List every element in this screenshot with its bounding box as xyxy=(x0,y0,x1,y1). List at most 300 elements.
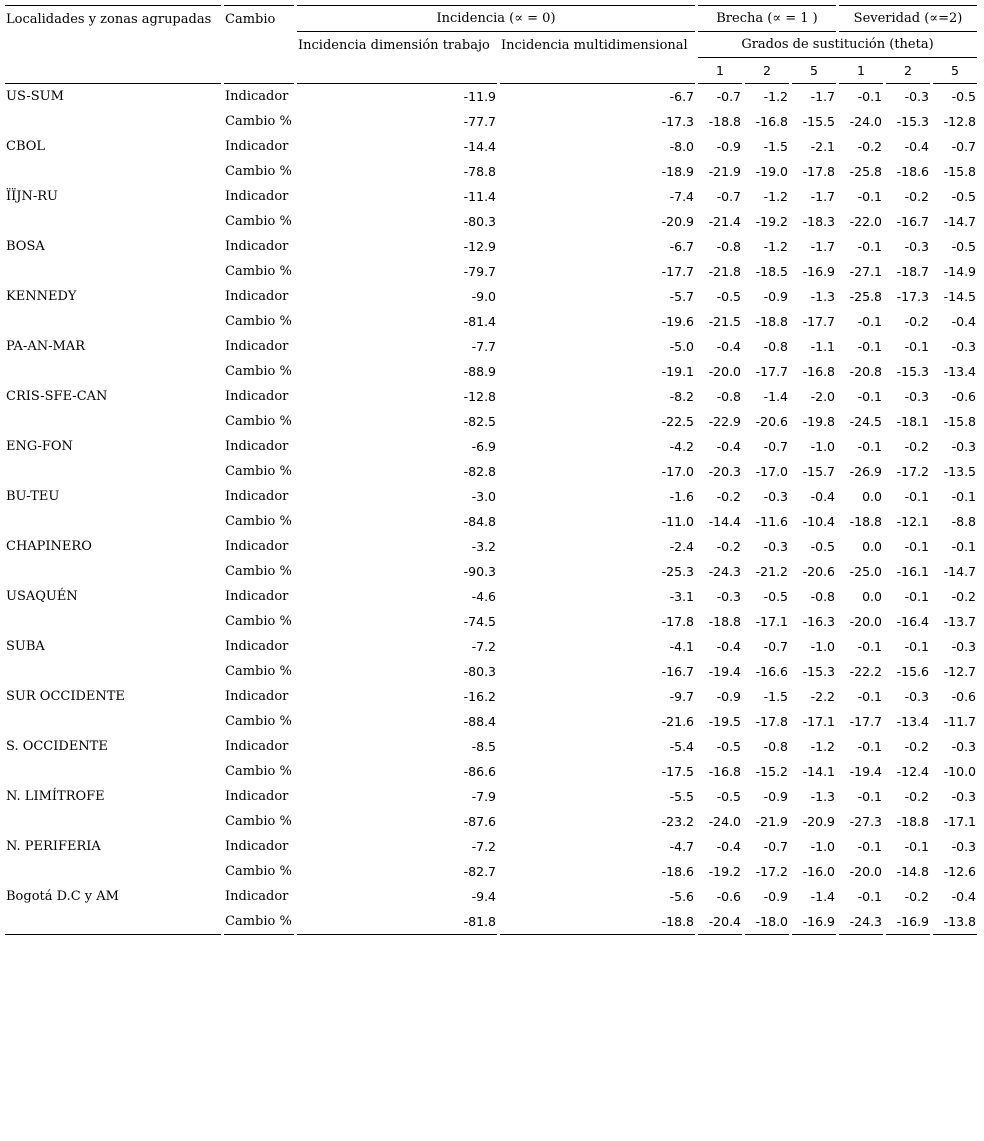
value-cell: -17.8 xyxy=(661,614,694,629)
table-header xyxy=(5,5,977,84)
change-type-label: Cambio % xyxy=(225,114,292,129)
value-cell: -1.2 xyxy=(763,189,788,204)
table-row-indicador xyxy=(5,134,977,159)
value-cell: -3.1 xyxy=(669,589,694,604)
value-cell: -21.5 xyxy=(708,314,741,329)
value-cell: -19.6 xyxy=(661,314,694,329)
table-row-cambio-pct xyxy=(5,209,977,234)
value-cell: -24.5 xyxy=(849,414,882,429)
locality-name: PA-AN-MAR xyxy=(6,339,85,354)
value-cell: -17.7 xyxy=(849,714,882,729)
change-type-label: Indicador xyxy=(225,389,289,404)
table-row-cambio-pct xyxy=(5,409,977,434)
value-cell: 0.0 xyxy=(862,589,882,604)
header-theta-2: 2 xyxy=(886,58,930,84)
table-row-cambio-pct xyxy=(5,159,977,184)
value-cell: -0.2 xyxy=(904,314,929,329)
locality-spacer xyxy=(5,209,221,234)
value-cell: -0.1 xyxy=(857,189,882,204)
value-cell: -3.2 xyxy=(471,539,496,554)
value-cell: -16.8 xyxy=(802,364,835,379)
value-cell: -21.9 xyxy=(708,164,741,179)
value-cell: -0.1 xyxy=(904,839,929,854)
value-cell: -17.1 xyxy=(943,814,976,829)
value-cell: -0.4 xyxy=(951,889,976,904)
value-cell: -0.4 xyxy=(716,839,741,854)
change-type-label: Cambio % xyxy=(225,164,292,179)
value-cell: -1.3 xyxy=(810,289,835,304)
value-cell: -78.8 xyxy=(463,164,496,179)
table-row-cambio-pct xyxy=(5,709,977,734)
value-cell: -5.4 xyxy=(669,739,694,754)
table-row-cambio-pct xyxy=(5,809,977,834)
value-cell: -19.1 xyxy=(661,364,694,379)
value-cell: -0.3 xyxy=(904,689,929,704)
value-cell: -79.7 xyxy=(463,264,496,279)
value-cell: -0.7 xyxy=(763,839,788,854)
value-cell: -12.8 xyxy=(943,114,976,129)
value-cell: -14.7 xyxy=(943,214,976,229)
value-cell: -0.3 xyxy=(904,389,929,404)
header-theta-2: 2 xyxy=(745,58,789,84)
value-cell: -1.0 xyxy=(810,839,835,854)
header-brecha-group: Brecha (∝ = 1 ) xyxy=(698,5,836,32)
value-cell: -18.9 xyxy=(661,164,694,179)
value-cell: -15.6 xyxy=(896,664,929,679)
value-cell: -0.1 xyxy=(904,639,929,654)
value-cell: -8.0 xyxy=(669,139,694,154)
value-cell: -0.5 xyxy=(716,739,741,754)
value-cell: -0.3 xyxy=(904,239,929,254)
value-cell: -12.1 xyxy=(896,514,929,529)
value-cell: -0.7 xyxy=(763,439,788,454)
value-cell: -2.2 xyxy=(810,689,835,704)
value-cell: -5.7 xyxy=(669,289,694,304)
value-cell: -7.2 xyxy=(471,839,496,854)
change-type-label: Indicador xyxy=(225,289,289,304)
value-cell: -0.5 xyxy=(810,539,835,554)
value-cell: -81.8 xyxy=(297,909,497,935)
locality-spacer xyxy=(5,359,221,384)
value-cell: -20.0 xyxy=(849,864,882,879)
locality-spacer xyxy=(5,409,221,434)
value-cell: -90.3 xyxy=(463,564,496,579)
value-cell: -0.7 xyxy=(763,639,788,654)
value-cell: -0.3 xyxy=(904,89,929,104)
value-cell: -12.7 xyxy=(943,664,976,679)
locality-spacer xyxy=(5,759,221,784)
value-cell: -0.3 xyxy=(951,439,976,454)
value-cell: -19.5 xyxy=(708,714,741,729)
value-cell: -18.0 xyxy=(745,909,789,935)
value-cell: -12.6 xyxy=(943,864,976,879)
locality-spacer xyxy=(5,909,221,935)
value-cell: -0.1 xyxy=(857,839,882,854)
value-cell: -20.6 xyxy=(802,564,835,579)
value-cell: -0.1 xyxy=(857,739,882,754)
value-cell: -1.2 xyxy=(810,739,835,754)
table-row-indicador xyxy=(5,634,977,659)
value-cell: -2.4 xyxy=(669,539,694,554)
table-row-cambio-pct xyxy=(5,859,977,884)
table-row-indicador xyxy=(5,384,977,409)
value-cell: -0.4 xyxy=(904,139,929,154)
value-cell: -88.4 xyxy=(463,714,496,729)
value-cell: -21.6 xyxy=(661,714,694,729)
value-cell: -11.6 xyxy=(755,514,788,529)
header-grados-sustitucion: Grados de sustitución (theta) xyxy=(698,32,977,58)
value-cell: -20.9 xyxy=(661,214,694,229)
value-cell: -0.1 xyxy=(904,539,929,554)
change-type-label: Cambio % xyxy=(225,614,292,629)
value-cell: -24.0 xyxy=(849,114,882,129)
value-cell: -16.9 xyxy=(886,909,930,935)
results-table xyxy=(2,5,980,935)
value-cell: -0.3 xyxy=(716,589,741,604)
locality-spacer xyxy=(5,859,221,884)
value-cell: -0.2 xyxy=(857,139,882,154)
value-cell: -24.0 xyxy=(708,814,741,829)
locality-name: ÏÏJN-RU xyxy=(6,189,58,204)
value-cell: -5.0 xyxy=(669,339,694,354)
value-cell: -17.1 xyxy=(755,614,788,629)
value-cell: -5.5 xyxy=(669,789,694,804)
value-cell: -14.4 xyxy=(708,514,741,529)
value-cell: -16.8 xyxy=(708,764,741,779)
value-cell: -2.1 xyxy=(810,139,835,154)
value-cell: -20.0 xyxy=(849,614,882,629)
value-cell: -22.0 xyxy=(849,214,882,229)
table-row-cambio-pct xyxy=(5,909,977,935)
value-cell: -7.9 xyxy=(471,789,496,804)
value-cell: -0.1 xyxy=(904,489,929,504)
value-cell: 0.0 xyxy=(862,489,882,504)
value-cell: -11.7 xyxy=(943,714,976,729)
value-cell: -0.2 xyxy=(904,189,929,204)
table-row-indicador xyxy=(5,734,977,759)
value-cell: -11.4 xyxy=(463,189,496,204)
change-type-label: Indicador xyxy=(225,839,289,854)
locality-name: BOSA xyxy=(6,239,45,254)
change-type-label: Cambio % xyxy=(225,514,292,529)
table-row-indicador xyxy=(5,784,977,809)
value-cell: -0.5 xyxy=(716,789,741,804)
table-row-indicador xyxy=(5,584,977,609)
value-cell: -16.8 xyxy=(755,114,788,129)
value-cell: -0.8 xyxy=(763,739,788,754)
value-cell: -16.2 xyxy=(463,689,496,704)
value-cell: -22.2 xyxy=(849,664,882,679)
value-cell: -86.6 xyxy=(463,764,496,779)
value-cell: -82.8 xyxy=(463,464,496,479)
change-type-label: Indicador xyxy=(225,539,289,554)
change-type-label: Indicador xyxy=(225,589,289,604)
change-type-label: Cambio % xyxy=(225,814,292,829)
value-cell: -1.3 xyxy=(810,789,835,804)
locality-name: N. PERIFERIA xyxy=(6,839,101,854)
value-cell: -14.4 xyxy=(463,139,496,154)
header-spacer xyxy=(224,32,294,58)
value-cell: -0.3 xyxy=(951,739,976,754)
value-cell: -16.9 xyxy=(792,909,836,935)
header-incidencia-group: Incidencia (∝ = 0) xyxy=(297,5,695,32)
change-type-label: Cambio % xyxy=(225,564,292,579)
value-cell: -15.7 xyxy=(802,464,835,479)
value-cell: -14.1 xyxy=(802,764,835,779)
value-cell: -18.1 xyxy=(896,414,929,429)
value-cell: -9.7 xyxy=(669,689,694,704)
change-type-label: Indicador xyxy=(225,639,289,654)
value-cell: -16.0 xyxy=(802,864,835,879)
change-type-label: Indicador xyxy=(225,739,289,754)
value-cell: -0.4 xyxy=(716,639,741,654)
value-cell: -0.4 xyxy=(810,489,835,504)
value-cell: -0.1 xyxy=(904,589,929,604)
value-cell: -9.4 xyxy=(471,889,496,904)
value-cell: -1.0 xyxy=(810,439,835,454)
value-cell: -1.2 xyxy=(763,89,788,104)
locality-spacer xyxy=(5,659,221,684)
value-cell: -15.5 xyxy=(802,114,835,129)
value-cell: -18.8 xyxy=(896,814,929,829)
value-cell: -0.3 xyxy=(951,789,976,804)
value-cell: -0.1 xyxy=(904,339,929,354)
value-cell: -17.7 xyxy=(755,364,788,379)
header-incidencia-trabajo: Incidencia dimensión trabajo xyxy=(298,37,490,53)
change-type-label: Cambio % xyxy=(225,714,292,729)
value-cell: -17.8 xyxy=(802,164,835,179)
value-cell: -0.2 xyxy=(716,539,741,554)
locality-spacer xyxy=(5,159,221,184)
locality-name: ENG-FON xyxy=(6,439,73,454)
table-row-indicador xyxy=(5,684,977,709)
change-type-label: Indicador xyxy=(225,189,289,204)
table-row-indicador xyxy=(5,284,977,309)
header-incidencia-multidimensional: Incidencia multidimensional xyxy=(501,37,688,53)
value-cell: -0.5 xyxy=(951,189,976,204)
value-cell: -27.1 xyxy=(849,264,882,279)
table-row-cambio-pct xyxy=(5,109,977,134)
value-cell: -17.8 xyxy=(755,714,788,729)
value-cell: -17.5 xyxy=(661,764,694,779)
value-cell: -18.8 xyxy=(708,114,741,129)
value-cell: -17.3 xyxy=(661,114,694,129)
change-type-label: Cambio % xyxy=(225,764,292,779)
value-cell: -16.4 xyxy=(896,614,929,629)
locality-name: CRIS-SFE-CAN xyxy=(6,389,108,404)
value-cell: -26.9 xyxy=(849,464,882,479)
value-cell: -19.0 xyxy=(755,164,788,179)
value-cell: -0.1 xyxy=(857,314,882,329)
value-cell: -14.7 xyxy=(943,564,976,579)
value-cell: -0.1 xyxy=(951,489,976,504)
value-cell: -20.9 xyxy=(802,814,835,829)
value-cell: -6.7 xyxy=(669,239,694,254)
change-type-label: Indicador xyxy=(225,689,289,704)
locality-name: Bogotá D.C y AM xyxy=(6,889,119,904)
value-cell: -0.1 xyxy=(857,789,882,804)
value-cell: -0.2 xyxy=(951,589,976,604)
value-cell: -0.1 xyxy=(857,639,882,654)
value-cell: -19.4 xyxy=(849,764,882,779)
value-cell: -8.8 xyxy=(951,514,976,529)
value-cell: -0.1 xyxy=(857,239,882,254)
value-cell: -21.2 xyxy=(755,564,788,579)
value-cell: -15.8 xyxy=(943,414,976,429)
value-cell: -12.9 xyxy=(463,239,496,254)
table-row-cambio-pct xyxy=(5,259,977,284)
locality-name: CBOL xyxy=(6,139,46,154)
value-cell: -0.5 xyxy=(716,289,741,304)
locality-spacer xyxy=(5,709,221,734)
change-type-label: Indicador xyxy=(225,889,289,904)
value-cell: -0.1 xyxy=(857,689,882,704)
value-cell: -10.0 xyxy=(943,764,976,779)
value-cell: -14.8 xyxy=(896,864,929,879)
value-cell: -87.6 xyxy=(463,814,496,829)
value-cell: -82.5 xyxy=(463,414,496,429)
value-cell: -1.0 xyxy=(810,639,835,654)
change-type-label: Indicador xyxy=(225,439,289,454)
locality-name: USAQUÉN xyxy=(6,589,78,604)
value-cell: -0.3 xyxy=(763,539,788,554)
value-cell: -9.0 xyxy=(471,289,496,304)
value-cell: -0.5 xyxy=(763,589,788,604)
value-cell: -16.3 xyxy=(802,614,835,629)
table-row-cambio-pct xyxy=(5,559,977,584)
locality-spacer xyxy=(5,259,221,284)
value-cell: -18.6 xyxy=(896,164,929,179)
change-type-label: Cambio % xyxy=(225,414,292,429)
locality-name: SUBA xyxy=(6,639,45,654)
value-cell: -0.8 xyxy=(763,339,788,354)
value-cell: -0.3 xyxy=(951,839,976,854)
header-theta-5: 5 xyxy=(792,58,836,84)
value-cell: -21.8 xyxy=(708,264,741,279)
change-type-label: Cambio % xyxy=(224,909,294,935)
value-cell: -1.7 xyxy=(810,89,835,104)
locality-spacer xyxy=(5,559,221,584)
value-cell: -20.3 xyxy=(708,464,741,479)
change-type-label: Cambio % xyxy=(225,664,292,679)
value-cell: -16.9 xyxy=(802,264,835,279)
table-row-indicador xyxy=(5,234,977,259)
value-cell: -24.3 xyxy=(839,909,883,935)
table-row-cambio-pct xyxy=(5,509,977,534)
value-cell: -1.5 xyxy=(763,139,788,154)
value-cell: -0.9 xyxy=(763,289,788,304)
value-cell: -0.9 xyxy=(716,689,741,704)
value-cell: -0.5 xyxy=(951,89,976,104)
value-cell: -25.8 xyxy=(849,289,882,304)
value-cell: -19.8 xyxy=(802,414,835,429)
value-cell: -20.0 xyxy=(708,364,741,379)
value-cell: -0.1 xyxy=(857,339,882,354)
value-cell: -0.2 xyxy=(904,789,929,804)
value-cell: -0.9 xyxy=(763,889,788,904)
value-cell: -0.8 xyxy=(716,239,741,254)
value-cell: -17.7 xyxy=(661,264,694,279)
value-cell: -17.7 xyxy=(802,314,835,329)
table-row-cambio-pct xyxy=(5,359,977,384)
table-row-indicador xyxy=(5,184,977,209)
value-cell: -1.6 xyxy=(669,489,694,504)
value-cell: -17.0 xyxy=(661,464,694,479)
table-row-cambio-pct xyxy=(5,459,977,484)
value-cell: -80.3 xyxy=(463,214,496,229)
table-row-indicador xyxy=(5,884,977,909)
value-cell: -1.7 xyxy=(810,239,835,254)
value-cell: -0.2 xyxy=(904,739,929,754)
value-cell: -20.8 xyxy=(849,364,882,379)
locality-spacer xyxy=(5,459,221,484)
header-spacer xyxy=(297,58,497,84)
value-cell: -13.5 xyxy=(943,464,976,479)
change-type-label: Indicador xyxy=(225,489,289,504)
value-cell: -18.8 xyxy=(708,614,741,629)
value-cell: -0.3 xyxy=(951,339,976,354)
locality-spacer xyxy=(5,309,221,334)
value-cell: -23.2 xyxy=(661,814,694,829)
table-row-cambio-pct xyxy=(5,659,977,684)
value-cell: -14.5 xyxy=(943,289,976,304)
value-cell: -18.6 xyxy=(661,864,694,879)
value-cell: -17.1 xyxy=(802,714,835,729)
table-row-indicador xyxy=(5,334,977,359)
value-cell: 0.0 xyxy=(862,539,882,554)
value-cell: -0.1 xyxy=(857,89,882,104)
change-type-label: Indicador xyxy=(225,139,289,154)
header-theta-1: 1 xyxy=(839,58,883,84)
value-cell: -0.4 xyxy=(951,314,976,329)
change-type-label: Cambio % xyxy=(225,214,292,229)
value-cell: -8.5 xyxy=(471,739,496,754)
value-cell: -16.7 xyxy=(896,214,929,229)
table-row-indicador xyxy=(5,434,977,459)
value-cell: -19.2 xyxy=(755,214,788,229)
value-cell: -8.2 xyxy=(669,389,694,404)
header-theta-1: 1 xyxy=(698,58,742,84)
locality-name: KENNEDY xyxy=(6,289,77,304)
change-type-label: Cambio % xyxy=(225,364,292,379)
value-cell: -81.4 xyxy=(463,314,496,329)
value-cell: -1.5 xyxy=(763,689,788,704)
value-cell: -77.7 xyxy=(463,114,496,129)
value-cell: -7.2 xyxy=(471,639,496,654)
value-cell: -6.7 xyxy=(669,89,694,104)
value-cell: -19.4 xyxy=(708,664,741,679)
value-cell: -20.4 xyxy=(698,909,742,935)
value-cell: -13.8 xyxy=(933,909,977,935)
value-cell: -1.2 xyxy=(763,239,788,254)
value-cell: -21.9 xyxy=(755,814,788,829)
value-cell: -84.8 xyxy=(463,514,496,529)
value-cell: -15.8 xyxy=(943,164,976,179)
header-spacer xyxy=(500,58,695,84)
value-cell: -1.7 xyxy=(810,189,835,204)
locality-spacer xyxy=(5,509,221,534)
table-row-indicador xyxy=(5,484,977,509)
value-cell: -15.3 xyxy=(896,114,929,129)
value-cell: -0.6 xyxy=(951,389,976,404)
change-type-label: Indicador xyxy=(225,339,289,354)
change-type-label: Cambio % xyxy=(225,264,292,279)
value-cell: -17.0 xyxy=(755,464,788,479)
header-severidad-group: Severidad (∝=2) xyxy=(839,5,977,32)
header-spacer xyxy=(5,58,221,84)
header-spacer xyxy=(224,58,294,84)
value-cell: -4.1 xyxy=(669,639,694,654)
